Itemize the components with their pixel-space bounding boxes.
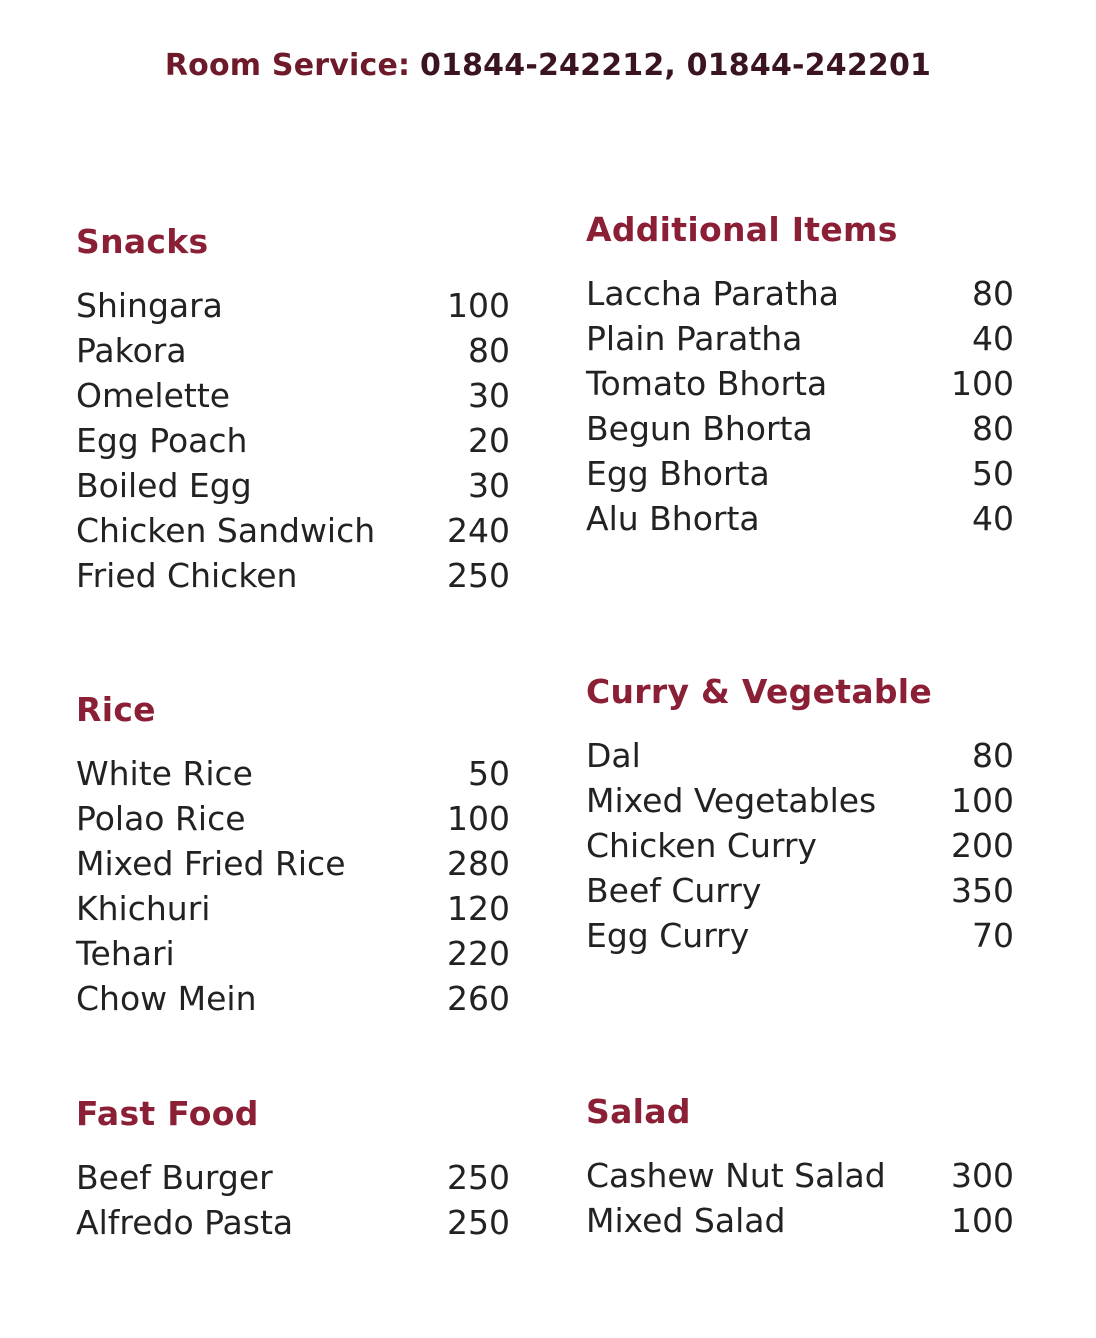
menu-item-price: 240 — [447, 511, 510, 550]
menu-item-price: 100 — [951, 1201, 1014, 1240]
menu-item — [76, 931, 510, 976]
section-title-fast-food: Fast Food — [76, 1094, 259, 1133]
menu-item-price: 100 — [951, 364, 1014, 403]
section-rice — [76, 690, 510, 1021]
menu-item — [586, 913, 1014, 958]
menu-item — [586, 733, 1014, 778]
menu-item — [586, 271, 1014, 316]
menu-list-snacks — [76, 283, 510, 598]
menu-item-price: 30 — [468, 466, 510, 505]
menu-item-price: 260 — [447, 979, 510, 1018]
menu-item-price: 300 — [951, 1156, 1014, 1195]
menu-list-rice — [76, 751, 510, 1021]
menu-item — [76, 418, 510, 463]
menu-item-price: 120 — [447, 889, 510, 928]
menu-item-price: 350 — [951, 871, 1014, 910]
menu-item — [76, 796, 510, 841]
room-service-label: Room Service: — [164, 48, 411, 83]
menu-item-name: Tomato Bhorta — [586, 364, 828, 403]
menu-item — [76, 373, 510, 418]
section-curry-vegetable — [586, 672, 1014, 958]
menu-list-curry-vegetable — [586, 733, 1014, 958]
menu-item — [76, 508, 510, 553]
menu-item-name: Boiled Egg — [76, 466, 252, 505]
menu-item-name: Mixed Salad — [586, 1201, 786, 1240]
menu-list-fast-food — [76, 1155, 510, 1245]
menu-item-name: Mixed Vegetables — [586, 781, 877, 820]
menu-item-name: Egg Curry — [586, 916, 750, 955]
menu-item-price: 280 — [447, 844, 510, 883]
menu-item-name: Alfredo Pasta — [76, 1203, 294, 1242]
menu-item-name: Egg Poach — [76, 421, 248, 460]
section-snacks — [76, 222, 510, 598]
menu-item — [586, 316, 1014, 361]
section-title-curry-vegetable: Curry & Vegetable — [586, 672, 933, 711]
menu-item — [76, 463, 510, 508]
menu-item-price: 250 — [447, 1158, 510, 1197]
room-service-phones: 01844-242212, 01844-242201 — [419, 48, 932, 83]
menu-item-name: Khichuri — [76, 889, 211, 928]
menu-item — [76, 886, 510, 931]
menu-item — [76, 1200, 510, 1245]
menu-item — [586, 778, 1014, 823]
menu-item-name: Pakora — [76, 331, 187, 370]
section-title-rice: Rice — [76, 690, 156, 729]
menu-item-name: Laccha Paratha — [586, 274, 840, 313]
menu-item-name: Shingara — [76, 286, 223, 325]
menu-item-price: 50 — [972, 454, 1014, 493]
menu-item-price: 80 — [468, 331, 510, 370]
section-title-additional-items: Additional Items — [586, 210, 898, 249]
menu-item-price: 20 — [468, 421, 510, 460]
menu-item — [76, 751, 510, 796]
menu-item-price: 200 — [951, 826, 1014, 865]
menu-item-price: 250 — [447, 1203, 510, 1242]
menu-item-name: Chicken Curry — [586, 826, 817, 865]
menu-item-price: 50 — [468, 754, 510, 793]
menu-item — [586, 451, 1014, 496]
menu-item-price: 40 — [972, 499, 1014, 538]
section-fast-food — [76, 1094, 510, 1245]
menu-item-price: 40 — [972, 319, 1014, 358]
menu-item-price: 100 — [447, 286, 510, 325]
menu-item-price: 100 — [447, 799, 510, 838]
menu-item-name: Polao Rice — [76, 799, 246, 838]
menu-item-name: Chow Mein — [76, 979, 257, 1018]
menu-item — [76, 283, 510, 328]
section-salad — [586, 1092, 1014, 1243]
menu-item-price: 100 — [951, 781, 1014, 820]
menu-item-name: Tehari — [76, 934, 175, 973]
menu-item-name: Alu Bhorta — [586, 499, 760, 538]
menu-item-name: Cashew Nut Salad — [586, 1156, 886, 1195]
menu-item-name: Dal — [586, 736, 641, 775]
menu-item — [76, 976, 510, 1021]
menu-list-additional-items — [586, 271, 1014, 541]
section-title-salad: Salad — [586, 1092, 691, 1131]
menu-item-price: 80 — [972, 736, 1014, 775]
menu-item-name: Beef Curry — [586, 871, 762, 910]
menu-item — [76, 1155, 510, 1200]
menu-item — [586, 1153, 1014, 1198]
menu-item-price: 220 — [447, 934, 510, 973]
menu-item-name: Chicken Sandwich — [76, 511, 376, 550]
menu-item-price: 250 — [447, 556, 510, 595]
room-service-header — [0, 48, 1096, 83]
menu-item — [76, 553, 510, 598]
menu-item-name: Egg Bhorta — [586, 454, 770, 493]
menu-item — [76, 841, 510, 886]
menu-list-salad — [586, 1153, 1014, 1243]
menu-item — [586, 361, 1014, 406]
menu-item — [586, 1198, 1014, 1243]
menu-item — [586, 406, 1014, 451]
menu-item-name: Beef Burger — [76, 1158, 273, 1197]
menu-item-price: 70 — [972, 916, 1014, 955]
menu-item — [586, 496, 1014, 541]
section-title-snacks: Snacks — [76, 222, 209, 261]
menu-item-name: Fried Chicken — [76, 556, 298, 595]
menu-item-price: 80 — [972, 274, 1014, 313]
menu-item-price: 30 — [468, 376, 510, 415]
menu-item-name: Mixed Fried Rice — [76, 844, 346, 883]
menu-item-name: Plain Paratha — [586, 319, 803, 358]
section-additional-items — [586, 210, 1014, 541]
menu-item-price: 80 — [972, 409, 1014, 448]
menu-item — [586, 823, 1014, 868]
menu-item-name: Omelette — [76, 376, 231, 415]
menu-item-name: White Rice — [76, 754, 253, 793]
menu-item — [586, 868, 1014, 913]
menu-item — [76, 328, 510, 373]
menu-item-name: Begun Bhorta — [586, 409, 813, 448]
